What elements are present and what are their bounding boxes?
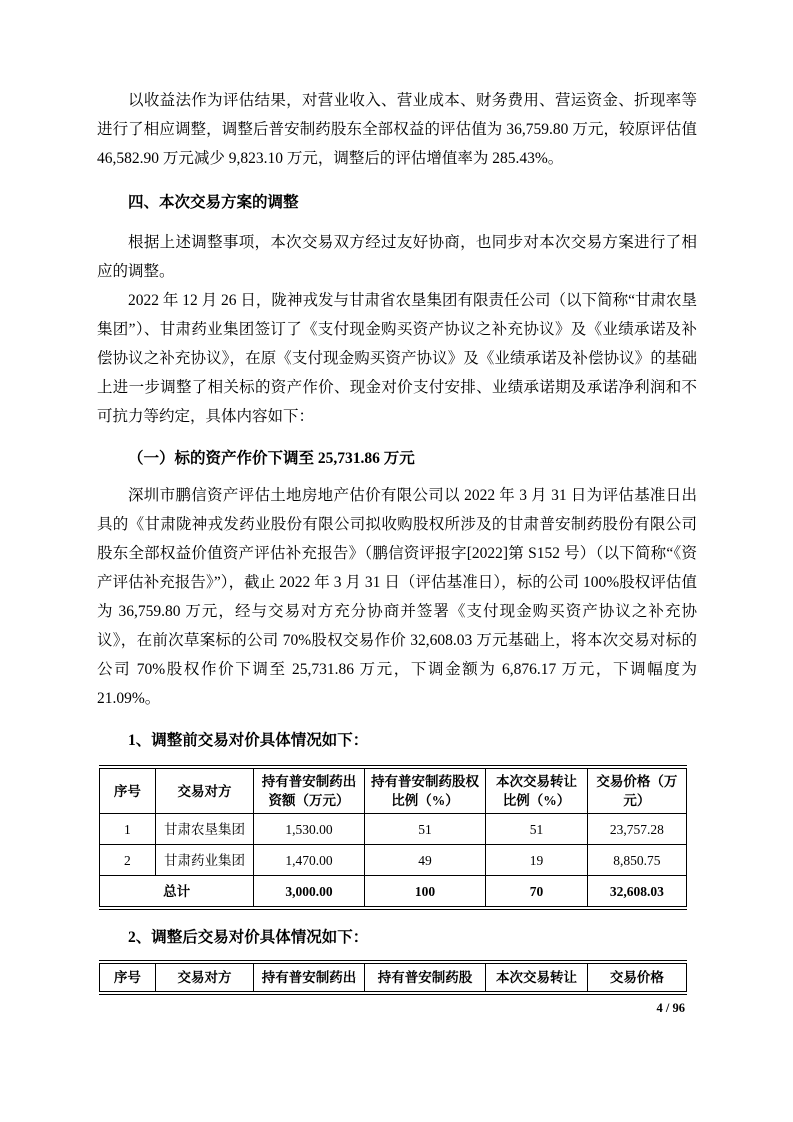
paragraph-adjustment-intro: 根据上述调整事项，本次交易双方经过友好协商，也同步对本次交易方案进行了相应的调整。: [97, 234, 697, 280]
th-index: 序号: [100, 962, 156, 993]
table-consideration-before: [99, 765, 687, 910]
th-counterparty: 交易对方: [155, 767, 254, 814]
heading-section-4: 四、本次交易方案的调整: [128, 194, 299, 211]
cell-counterparty: 甘肃药业集团: [155, 845, 254, 876]
th-price: 交易价格: [587, 962, 686, 993]
table-consideration-after-partial: [99, 960, 687, 995]
table-row: [100, 845, 687, 876]
th-equity-ratio: 持有普安制药股权比例（%）: [364, 767, 486, 814]
th-contribution: 持有普安制药出: [254, 962, 364, 993]
cell-transfer-ratio: 19: [486, 845, 588, 876]
cell-total-contribution: 3,000.00: [254, 876, 364, 909]
heading-subsection-asset-price: （一）标的资产作价下调至 25,731.86 万元: [128, 450, 415, 467]
cell-total-transfer-ratio: 70: [486, 876, 588, 909]
cell-contribution: 1,530.00: [254, 814, 364, 845]
page-number: 4 / 96: [656, 1001, 685, 1015]
cell-price: 8,850.75: [587, 845, 686, 876]
heading-table-before: 1、调整前交易对价具体情况如下：: [128, 732, 369, 749]
paragraph-income-approach: 以收益法作为评估结果，对营业收入、营业成本、财务费用、营运资金、折现率等进行了相应调整，调整后普安制药股东全部权益的评估值为 36,759.80 万元，较原评估值 46,582.90 万元减少 9,823.10 万元，调整后的评估增值率为 285.43%。: [97, 92, 697, 167]
table-row: [100, 814, 687, 845]
paragraph-valuation-report: 深圳市鹏信资产评估土地房地产估价有限公司以 2022 年 3 月 31 日为评估基准日出具的《甘肃陇神戎发药业股份有限公司拟收购股权所涉及的甘肃普安制药股份有限公司股东全部权益价值资产评估补充报告》（鹏信资评报字[2022]第 S152 号）（以下简称“《资产评估补充报告》”），截止 2022 年 3 月 31 日（评估基准日），标的公司 100%股权评估值为 36,759.80 万元，经与交易对方充分协商并签署《支付现金购买资产协议之补充协议》，在前次草案标的公司 70%股权交易作价 32,608.03 万元基础上，将本次交易对标的公司 70%股权作价下调至 25,731.86 万元，下调金额为 6,876.17 万元，下调幅度为 21.09%。: [97, 487, 697, 707]
page-content: [97, 86, 697, 1016]
cell-transfer-ratio: 51: [486, 814, 588, 845]
th-index: 序号: [100, 767, 156, 814]
th-contribution: 持有普安制药出资额（万元）: [254, 767, 364, 814]
table-total-row: [100, 876, 687, 909]
th-transfer-ratio: 本次交易转让比例（%）: [486, 767, 588, 814]
table-header-row: [100, 767, 687, 814]
cell-equity-ratio: 49: [364, 845, 486, 876]
th-equity-ratio: 持有普安制药股: [364, 962, 486, 993]
cell-price: 23,757.28: [587, 814, 686, 845]
th-counterparty: 交易对方: [155, 962, 254, 993]
cell-index: 2: [100, 845, 156, 876]
cell-counterparty: 甘肃农垦集团: [155, 814, 254, 845]
table-header-row: [100, 962, 687, 993]
paragraph-agreement-signing: 2022 年 12 月 26 日，陇神戎发与甘肃省农垦集团有限责任公司（以下简称“甘肃农垦集团”）、甘肃药业集团签订了《支付现金购买资产协议之补充协议》及《业绩承诺及补偿协议之补充协议》，在原《支付现金购买资产协议》及《业绩承诺及补偿协议》的基础上进一步调整了相关标的资产作价、现金对价支付安排、业绩承诺期及承诺净利润和不可抗力等约定，具体内容如下：: [97, 292, 697, 425]
cell-index: 1: [100, 814, 156, 845]
heading-table-after: 2、调整后交易对价具体情况如下：: [128, 929, 369, 946]
cell-total-label: 总计: [100, 876, 254, 909]
cell-total-equity-ratio: 100: [364, 876, 486, 909]
cell-equity-ratio: 51: [364, 814, 486, 845]
th-transfer-ratio: 本次交易转让: [486, 962, 588, 993]
cell-contribution: 1,470.00: [254, 845, 364, 876]
th-price: 交易价格（万元）: [587, 767, 686, 814]
cell-total-price: 32,608.03: [587, 876, 686, 909]
